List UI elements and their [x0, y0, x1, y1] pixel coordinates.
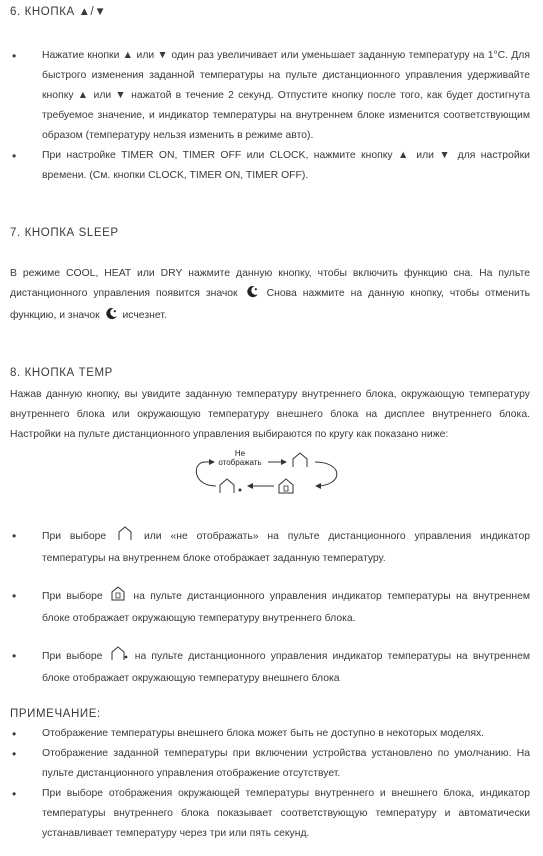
sleep-icon: [246, 285, 259, 306]
note-item: Отображение заданной температуры при включении устройства установлено по умолчанию. На пульте дистанционного управления отображение отсутствует.: [42, 748, 530, 779]
section-6-heading: 6. КНОПКА ▲/▼: [10, 6, 107, 18]
section-7-heading: 7. КНОПКА SLEEP: [10, 227, 119, 239]
note-item: При выборе отображения окружающей температуры внутреннего и внешнего блока, индикатор температуры внутреннего блока показывает соответствующую температуру и автоматически устанавливает температуру через три или пять секунд.: [42, 788, 530, 839]
temp-display-cycle-diagram: [188, 444, 348, 502]
section-8-heading: 8. КНОПКА TEMP: [10, 367, 113, 379]
bullet-marker: •: [12, 787, 17, 801]
bullet-marker: •: [12, 49, 17, 63]
section-7-text-c: исчезнет.: [122, 310, 167, 321]
section-8-intro: Нажав данную кнопку, вы увидите заданную температуру внутреннего блока, окружающую температуру внутреннего блока или окружающую температуру внешнего блока на дисплее внутреннего блока. Настройки на пульте дистанционного управления выбираются по кругу как показано ниже:: [10, 389, 530, 440]
section-8-bullet-1-a: При выборе: [42, 531, 107, 542]
section-8-bullet-3-a: При выборе: [42, 651, 103, 662]
bullet-marker: •: [12, 649, 17, 663]
section-7-text-b: Снова нажмите на данную кнопку, чтобы отменить функцию, и значок: [10, 288, 531, 321]
diagram-label-line-1: Не: [234, 449, 246, 458]
bullet-marker: •: [12, 727, 17, 741]
section-8-bullet-1-b: или «не отображать» на пульте дистанционного управления индикатор температуры на внутреннем блоке отображает заданную температуру.: [42, 531, 531, 564]
diagram-no-display-label: [214, 449, 266, 467]
bullet-marker: •: [12, 747, 17, 761]
set-temp-house-icon: [117, 526, 133, 549]
section-6-bullet-2: При настройке TIMER ON, TIMER OFF или CLOCK, нажмите кнопку ▲ или ▼ для настройки времени. (См. кнопки CLOCK, TIMER ON, TIMER OFF).: [42, 150, 530, 181]
bullet-marker: •: [12, 589, 17, 603]
sleep-icon: [105, 307, 118, 328]
section-8-bullet-1: [42, 526, 530, 569]
diagram-label-line-2: отображать: [218, 458, 262, 467]
bullet-marker: •: [12, 149, 17, 163]
note-item: Отображение температуры внешнего блока может быть не доступно в некоторых моделях.: [42, 728, 485, 739]
bullet-marker: •: [12, 529, 17, 543]
section-8-bullet-2: [42, 586, 530, 629]
section-7-text-a: В режиме COOL, HEAT или DRY нажмите данную кнопку, чтобы включить функцию сна. На пульте дистанционного управления появится значок: [10, 268, 530, 299]
outdoor-temp-house-icon: [110, 646, 128, 669]
section-8-bullet-3: [42, 646, 530, 689]
section-7-text: [10, 264, 530, 328]
section-8-bullet-2-a: При выборе: [42, 591, 103, 602]
section-8-bullet-3-b: на пульте дистанционного управления индикатор температуры на внутреннем блоке отображает окружающую температуру внешнего блока: [42, 651, 531, 684]
note-heading: ПРИМЕЧАНИЕ:: [10, 708, 101, 720]
section-6-bullet-1: Нажатие кнопки ▲ или ▼ один раз увеличивает или уменьшает заданную температуру на 1°С. Для быстрого изменения заданной температуры на пульте дистанционного управления удерживайте кнопку ▲ или ▼ нажатой в течение 2 секунд. Отпустите кнопку после того, как будет достигнута требуемое значение, и индикатор температуры на внутреннем блоке изменится соответствующим образом (температуру нельзя изменить в режиме авто).: [42, 50, 530, 141]
section-8-bullet-2-b: на пульте дистанционного управления индикатор температуры на внутреннем блоке отображает окружающую температуру внутреннего блока.: [42, 591, 531, 624]
indoor-temp-house-icon: [110, 586, 126, 609]
